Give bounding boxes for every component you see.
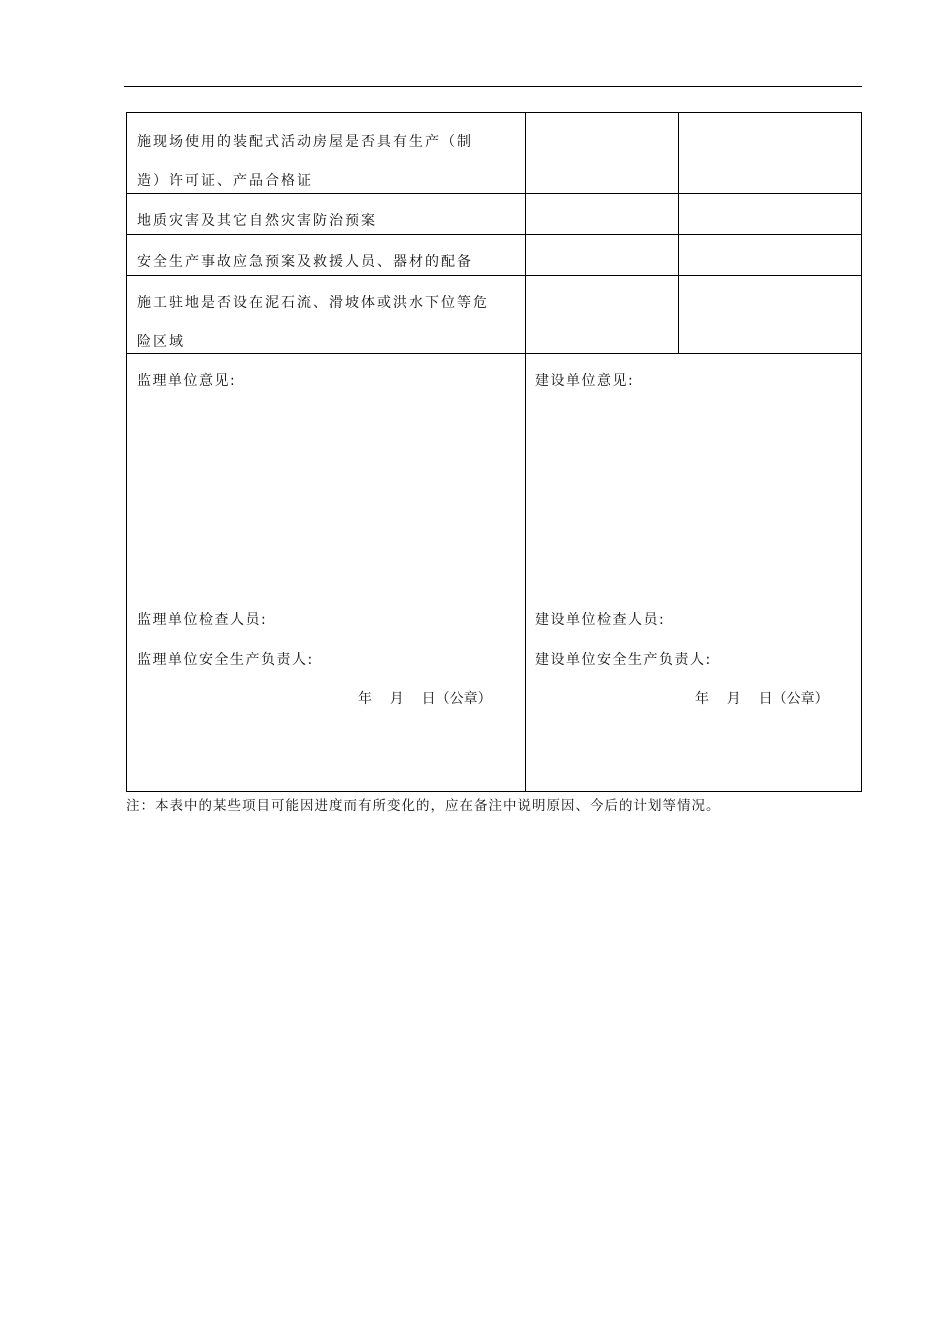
row-divider xyxy=(127,275,861,276)
item-row-4-line-1: 施工驻地是否设在泥石流、滑坡体或洪水下位等危 xyxy=(137,295,489,311)
item-row-4-line-2: 险区域 xyxy=(137,334,185,350)
row-divider xyxy=(127,353,861,354)
item-row-2: 地质灾害及其它自然灾害防治预案 xyxy=(137,213,377,229)
construction-safety-officer-label: 建设单位安全生产负责人: xyxy=(535,652,712,668)
construction-date-seal-line: 年 月 日（公章） xyxy=(695,691,829,707)
supervision-inspector-label: 监理单位检查人员: xyxy=(137,612,268,628)
column-divider xyxy=(678,113,679,353)
item-row-3: 安全生产事故应急预案及救援人员、器材的配备 xyxy=(137,254,473,270)
table-footnote: 注：本表中的某些项目可能因进度而有所变化的，应在备注中说明原因、今后的计划等情况。 xyxy=(126,798,721,814)
supervision-safety-officer-label: 监理单位安全生产负责人: xyxy=(137,652,314,668)
construction-inspector-label: 建设单位检查人员: xyxy=(535,612,666,628)
column-divider xyxy=(525,113,526,791)
construction-opinion-label: 建设单位意见: xyxy=(535,373,635,389)
inspection-form-table xyxy=(126,112,862,792)
header-rule xyxy=(124,86,862,87)
item-row-1-line-2: 造）许可证、产品合格证 xyxy=(137,173,313,189)
supervision-opinion-label: 监理单位意见: xyxy=(137,373,237,389)
supervision-date-seal-line: 年 月 日（公章） xyxy=(358,691,492,707)
item-row-1-line-1: 施现场使用的装配式活动房屋是否具有生产（制 xyxy=(137,134,473,150)
row-divider xyxy=(127,193,861,194)
row-divider xyxy=(127,234,861,235)
